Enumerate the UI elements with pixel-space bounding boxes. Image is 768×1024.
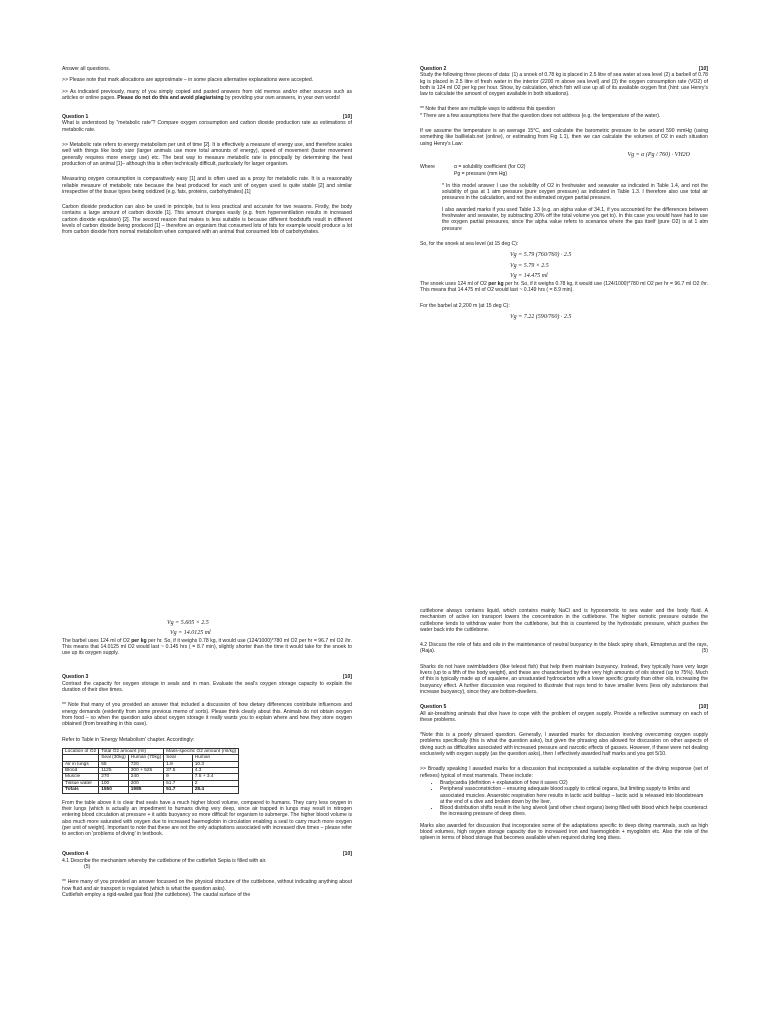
question-2-title: Question 2 xyxy=(420,66,447,72)
table-subheader-row: Seal (30kg) Human (70kg) Seal Human xyxy=(63,755,239,761)
answer-4-2-paragraph: Sharks do not have swimbladders (like teleost fish) that help them maintain buoyancy. Instead, they typically have very large livers (up to a fifth of the body weight), and these are characterised by their very high amounts of oils stored (up to 75%). Much of this is typically made up of squalene, an unsaturated hydrocarbon with a lower specific gravity than other oils, increasing the buoyancy effect. A further discussion was required to illustrate that rays tend to have smaller livers (less oily substances that increase buoyancy), since they are bottom-dwellers. xyxy=(420,663,708,695)
page-1-right-column xyxy=(420,66,708,324)
table-row: Tissue water 100 200 51.7 2 xyxy=(63,780,239,786)
question-3-title: Question 3 xyxy=(62,674,89,681)
table-row: Blood 1125 300 + 525 37.5 4.3 xyxy=(63,768,239,774)
diving-response-list xyxy=(420,780,708,818)
answer-5-paragraph-2: >> Broadly speaking I awarded marks for a discussion that incorporated a suitable explanation of the diving response (set of reflexes) typical of most mammals. These include: xyxy=(420,766,708,779)
equation-barbel-2: Vg = 5.605 × 2.5 xyxy=(167,620,209,626)
question-2-text: Study the following three pieces of data: (1) a snoek of 0.78 kg is placed in 2.5 litre of sea water at sea level (2) a barbell of 0.78 kg is placed in 2.5 litre of fresh water in the interior (2200 m above sea level) and (3) the oxygen consumption rate (VO2) of both is 124 ml O2 per kg per hour. Show, by calculation, which fish will use up all of its available oxygen first (hint: use Henry's law to calculate the amount of oxygen available in both situations). xyxy=(420,72,708,98)
question-4-2-text: 4.2 Discuss the role of fats and oils in the maintenance of neutral buoyancy in the black spiny shark, Etmopterus and the rays, (Raja). (5) xyxy=(420,642,708,655)
answer-3-paragraph-2: Refer to Table in 'Energy Metabolism' chapter. Accordingly: xyxy=(62,736,195,743)
list-item: • Peripheral vasoconstriction – ensuring adequate blood supply to critical organs, but limiting supply to limbs and associated muscles. Anaerobic respiration here results in lactic acid buildup – lactic acid is released into bloodstream at the end of a dive and broken down by the liver, xyxy=(440,786,708,805)
page-1-left-column xyxy=(62,66,352,241)
answer-1-paragraph-1: >> Metabolic rate refers to energy metabolism per unit of time [2]. It is effectively a measure of energy use, and therefore scales well with things like body size (larger animals use more total amounts of energy), speed of movement (faster movement generally requires more energy use) etc. The best way to measure metabolic rate is principally by determining the heat production of an animal [1]– although this is often technically difficult, particularly for larger organism. xyxy=(62,142,352,167)
table-header-row: Location of O2 Total O2 amount (ml) Mass-specific O2 amount (ml/kg) xyxy=(63,748,239,754)
answer-2-paragraph-6: For the barbel at 2,200 m (at 15 deg C): xyxy=(420,302,510,309)
formula-legend: Where α = solubility coefficient (for O2) Pg = pressure (mm Hg) xyxy=(420,164,526,177)
question-3-text: Contrast the capacity for oxygen storage in seals and in man. Evaluate the seal's oxygen storage capacity to explain the duration of their dive times. xyxy=(62,680,352,694)
answer-4-paragraph-1: Cuttlefish employ a rigid-walled gas float (the cuttlebone). The caudal surface of the xyxy=(62,891,251,898)
question-4-1-text: 4.1 Describe the mechanism whereby the cuttlebone of the cuttlefish Sepia is filled with air. (5) xyxy=(62,857,267,871)
answer-4-note: ** Here many of you provided an answer focussed on the physical structure of the cuttlebone, without indicating anything about how fluid and air transport is regulated (which is what the question asks). xyxy=(62,879,352,892)
answer-1-paragraph-2: Measuring oxygen consumption is comparatively easy [1] and is often used as a proxy for metabolic rate. It is a reasonably reliable measure of metabolic rate because the heat produced for each unit of oxygen used is quite stable [2] and similar irrespective of the tissue types being oxidized (e.g. fats, proteins, carbohydrates).[1] xyxy=(62,176,352,195)
question-4-title: Question 4 xyxy=(62,851,89,858)
answer-2-paragraph-4: So, for the snoek at sea level (at 15 deg C): xyxy=(420,240,519,247)
page-2-left-column xyxy=(62,618,352,903)
page-2-right-column xyxy=(420,608,708,847)
answer-2-paragraph-5: The snoek uses 124 ml of O2 per kg per hr. So, if it weighs 0.78 kg, it would use (124/1000)*780 ml O2 per hr = 96.7 ml O2 /hr. This means that 14.475 ml of O2 would last ~ 0.149 hrs ( = 8.9 min). xyxy=(420,281,708,294)
answer-2-note: ** Note that there are multiple ways to address this question * There are a few assumptions here that the question does not address (e.g. the temperature of the water). xyxy=(420,106,661,119)
answer-3-paragraph-1: ** Note that many of you provided an answer that included a discussion of how dietary differences contribute influences and energy demands (evidently from some previous memo of sorts). Please think clearly about this. Animals do not obtain oxygen from food – so when the question asks about oxygen storage it really wants you to explain where and how they store oxygen obtained (from breathing in this case). xyxy=(62,702,352,728)
answer-3-paragraph-3: From the table above it is clear that seals have a much higher blood volume, compared to humans. They carry less oxygen in their lungs (which is actually an impediment to humans diving very deep, since air trapped in lungs may result in nitrogen entering blood circulation at pressure + it adds buoyancy so more difficult for organism to submerge. The higher blood volume is also much more saturated with oxygen due to increased haemoglobin in circulation enabling a seal to carry much more oxygen (per unit of weight). Important to note that these are not the only adaptations associated with increased dive times – please refer to section on 'problems of diving' in textbook. xyxy=(62,799,352,838)
henry-law-formula: Vg = α (Pg / 760) · VH2O xyxy=(627,151,690,158)
equation-snoek-2: Vg = 5.79 × 2.5 xyxy=(510,262,549,269)
table-row: Muscle 270 240 9 7.5 + 3.4 xyxy=(63,774,239,780)
note-plagiarism: >> As indicated previously, many of you simply copied and pasted answers from old memos and/or other sources such as articles or online pages. Please do not do this and avoid plagiarising by providing your own answers, in your own words! xyxy=(62,88,352,101)
answer-5-paragraph-3: Marks also awarded for discussion that incorporates some of the adaptations specific to deep diving mammals, such as high blood volumes, high oxygen storage capacity due to increased iron and haemoglobin + myoglobin etc. Also the role of the spleen in terms of blood storage that becomes available when required during long dives. xyxy=(420,822,708,842)
table-row: Air in lungs 55 720 1.8 10.3 xyxy=(63,761,239,767)
question-5-text: All air-breathing animals that dive have to cope with the problem of oxygen supply. Provide a reflective summary on each of these problems. xyxy=(420,710,708,723)
answer-2-paragraph-3: I also awarded marks if you used Table 1.3 (e.g. an alpha value of 34.1, if you accounted for the differences between freshwater and seawater, by subtracting 20% off the total volume you get to). In this case you would have had to use the oxygen partial pressures, since the alpha value refers to scenarios where the gas itself (pure O2) is at 1 atm pressure xyxy=(442,206,708,232)
answer-1-paragraph-3: Carbon dioxide production can also be used in principle, but is less practical and accurate for two reasons. Firstly, the body contains a large amount of carbon dioxide [1]. This amount changes easily (e.g. from hyperventilation results in increased carbon dioxide expulsion) [2]. The second reason that makes is less suitable is because different foodstuffs result in different levels of carbon dioxide being produced [1] – therefore an organism that consumed lots of fats for example would produce a lot from carbon dioxide from normal metabolism when compared with an animal that consumed lots of carbohydrates. xyxy=(62,204,352,236)
question-2-marks: [10] xyxy=(698,66,708,72)
table-totals-row: Totals 1550 1985 51.7 28.4 xyxy=(63,787,239,793)
equation-barbel-1: Vg = 7.22 (590/760) · 2.5 xyxy=(510,314,572,321)
equation-snoek-1: Vg = 5.79 (760/760) · 2.5 xyxy=(510,252,572,259)
answer-2-paragraph-2: * In this model answer I use the solubility of O2 in freshwater and seawater as indicated in Table 1.4, and not the solubility of gas at 1 atm pressure (pure oxygen pressure) as indicated in Table 1.3. I therefore also use total air pressures in the calculation, and not the estimated oxygen partial pressure. xyxy=(442,182,708,202)
answer-4-paragraph-2: cuttlebone always contains liquid, which contains mainly NaCl and is hypoosmotic to sea water and the body fluid. A mechanism of active ion transport lowers the concentration in the cuttlebone. The higher osmotic pressure outside the cuttlebone tends to withdraw water from the cuttlebone, but this is countered by the hydrostatic pressure, which pushes the water back into the cuttlebone. xyxy=(420,608,708,633)
question-3-marks: [10] xyxy=(342,674,352,681)
question-1-title: Question 1 xyxy=(62,114,89,121)
question-4-marks: [10] xyxy=(342,851,352,858)
question-5-title: Question 5 xyxy=(420,704,447,711)
question-1-text: What is understood by "metabolic rate"? Compare oxygen consumption and carbon dioxide production rate as estimations of metabolic rate. xyxy=(62,120,352,133)
answer-2-barbel-paragraph: The barbel uses 124 ml of O2 per kg per hr. So, if it weighs 0.78 kg, it would use (124/1000)*780 ml O2 per hr = 96.7 ml O2 /hr. This means that 14.0125 ml O2 would last ~ 0.145 hrs ( = 8.7 min), slightly shorter than the time it would take for the snoek to use up its oxygen supply. xyxy=(62,637,352,657)
answer-2-paragraph-1: If we assume the temperature is an average 15°C, and calculate the barometric pressure to be around 590 mmHg (using something like baillielab.net (online), or estimating from Fig 1.1), then we can calculate the volumes of O2 in each situation using Henry's Law: xyxy=(420,128,708,147)
note-mark-allocation: >> Please note that mark allocations are approximate – in some places alternative explanations were accepted. xyxy=(62,77,314,84)
equation-snoek-3: Vg = 14.475 ml xyxy=(510,272,548,279)
question-5-marks: [10] xyxy=(698,704,708,711)
answer-5-paragraph-1: *Note this is a poorly phrased question. Generally, I awarded marks for discussion involving overcoming oxygen supply problems specifically (this is what the question asks), but given the phrasing also allowed for discussion on other aspects of diving such as difficulties associated with increased pressure and narcotic effects of gasses. However, if these were not dealing exclusively with oxygen supply (as the question asks), then I effectively awarded half marks and you got 5/10. xyxy=(420,732,708,758)
equation-barbel-3: Vg = 14.0125 ml xyxy=(170,630,211,637)
question-1-marks: [10] xyxy=(342,114,352,121)
list-item: • Blood distribution shifts result in the lung alveoli (and other chest organs) being filled with blood which helps counteract the increasing pressure of deep dives. xyxy=(440,805,708,818)
page-2 xyxy=(0,512,768,1024)
intro-text: Answer all questions. xyxy=(62,66,111,72)
oxygen-storage-table xyxy=(62,748,239,794)
list-item: • Bradycardia (definition + explanation of how it saves O2) xyxy=(440,780,708,786)
